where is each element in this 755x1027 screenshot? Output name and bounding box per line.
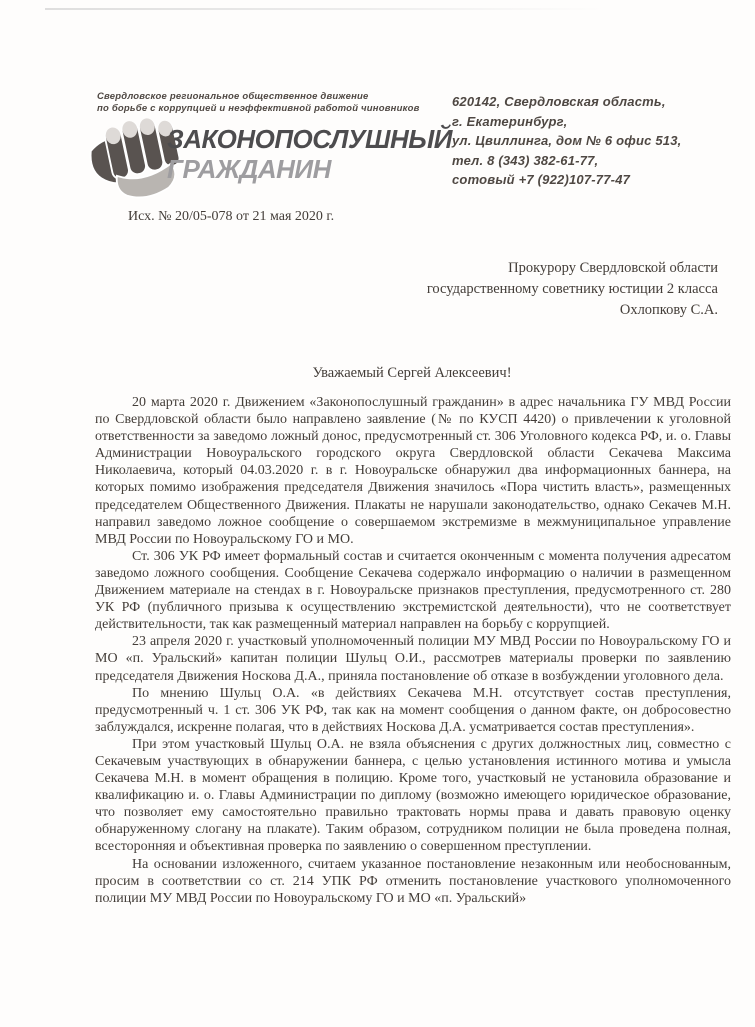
org-name	[167, 124, 452, 184]
paragraph-3: 23 апреля 2020 г. участковый уполномоченный полиции МУ МВД России по Новоуральскому ГО и МО «п. Уральский» капитан полиции Шульц О.И., рассмотрев материалы проверки по заявлению председателя Движения Носкова Д.А., приняла постановление об отказе в возбуждении уголовного дела.	[95, 634, 731, 684]
contact-city: г. Екатеринбург,	[452, 113, 568, 129]
addressee-title: Прокурору Свердловской области	[508, 260, 718, 276]
addressee-name: Охлопкову С.А.	[619, 302, 718, 318]
org-name-line1: ЗАКОНОПОСЛУШНЫЙ	[167, 124, 452, 154]
contact-phone: тел. 8 (343) 382-61-77,	[452, 152, 599, 168]
outgoing-reference: Исх. № 20/05-078 от 21 мая 2020 г.	[128, 209, 335, 224]
org-tagline-line2: по борьбе с коррупцией и неэффективной работой чиновников	[97, 102, 420, 114]
salutation: Уважаемый Сергей Алексеевич!	[312, 365, 512, 381]
contact-mobile: сотовый +7 (922)107-77-47	[452, 172, 631, 187]
paragraph-6: На основании изложенного, считаем указанное постановление незаконным или необоснованным, просим в соответствии со ст. 214 УПК РФ отменить постановление участкового уполномоченного полиции МУ МВД России по Новоуральскому ГО и МО «п. Уральский»	[95, 856, 731, 906]
org-tagline	[97, 91, 420, 114]
contact-postal-region: 620142, Свердловская область,	[452, 94, 666, 109]
org-tagline-line1: Свердловское региональное общественное движение	[97, 91, 369, 102]
contact-block	[452, 92, 681, 190]
paragraph-2: Ст. 306 УК РФ имеет формальный состав и считается оконченным с момента получения адресатом заведомо ложного сообщения. Сообщение Секачева содержало информацию о наличии в размещенном Движением материале на стендах в г. Новоуральске признаков преступления, предусмотренного ст. 280 УК РФ (публичного призыва к осуществлению экстремистской деятельности), что не соответствует действительности, так как размещенный материал направлен на борьбу с коррупцией.	[95, 548, 731, 633]
paragraph-1: 20 марта 2020 г. Движением «Законопослушный гражданин» в адрес начальника ГУ МВД России по Свердловской области было направлено заявление (№ по КУСП 4420) о привлечении к уголовной ответственности за заведомо ложный донос, предусмотренный ст. 306 Уголовного кодекса РФ, и. о. Главы Администрации Новоуральского городского округа Свердловской области Секачева Максима Николаевича, который 04.03.2020 г. в г. Новоуральске обнаружил два информационных баннера, на которых помимо изображения председателя Движения значилось «Пора чистить власть», размещенных председателем Общественного Движения. Плакаты не нарушали законодательство, однако Секачев М.Н. направил заведомо ложное сообщение о совершаемом экстремизме в межмуниципальное управление МВД России по Новоуральскому ГО и МО.	[95, 395, 731, 547]
paragraph-5: При этом участковый Шульц О.А. не взяла объяснения с других должностных лиц, совместно с Секачевым участвующих в обнаружении баннера, с целью установления истинного мотива и умысла Секачева М.Н. в момент обращения в полицию. Кроме того, участковый не установила образование и квалификацию и. о. Главы Администрации по диплому (возможно имеющего юридическое образование, что позволяет ему самостоятельно правильно трактовать нормы права и давать правовую оценку обнаруженному слогану на плакате). Таким образом, сотрудником полиции не была проведена полная, всесторонняя и объективная проверка по заявлению о совершенном преступлении.	[95, 736, 731, 855]
contact-street: ул. Цвиллинга, дом № 6 офис 513,	[452, 133, 682, 148]
addressee-block	[330, 258, 718, 321]
letter-body	[95, 394, 731, 907]
org-name-line2: ГРАЖДАНИН	[167, 154, 331, 184]
addressee-rank: государственному советнику юстиции 2 класса	[426, 281, 718, 297]
paragraph-4: По мнению Шульц О.А. «в действиях Секачева М.Н. отсутствует состав преступления, предусмотренный ч. 1 ст. 306 УК РФ, так как на момент сообщения о данном факте, он добросовестно заблуждался, искренне полагая, что в действиях Носкова Д.А. усматривается состав преступления».	[95, 685, 731, 735]
scan-artifact-line	[45, 8, 605, 10]
